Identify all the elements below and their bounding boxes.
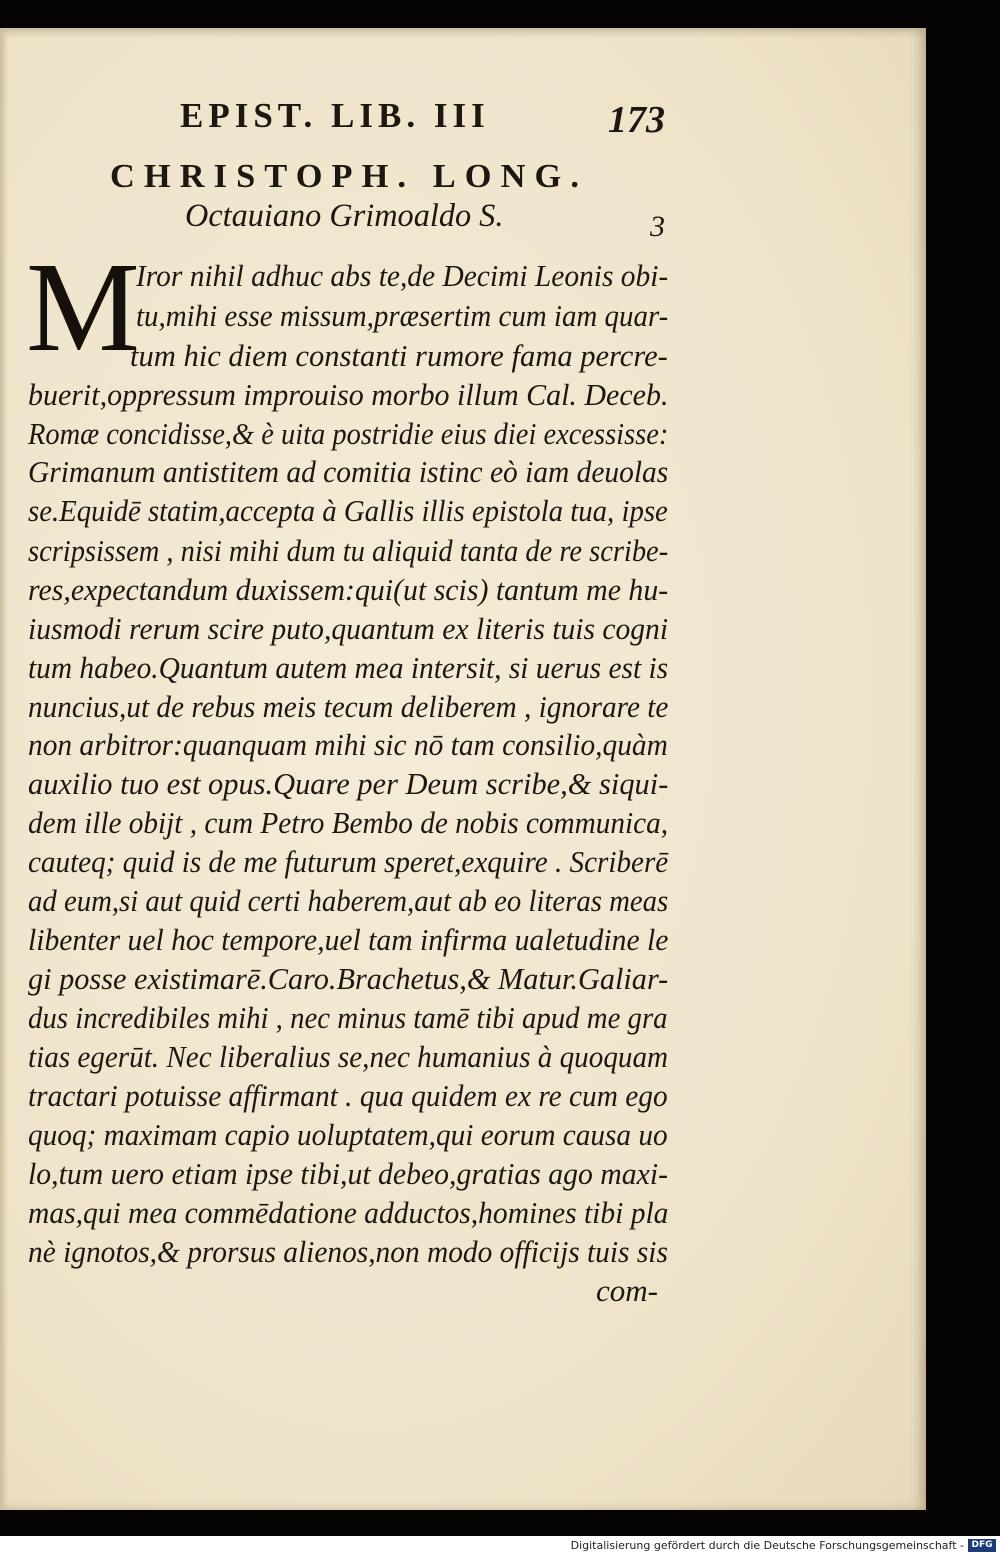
text-line: res,expectandum duxissem:qui(ut scis) tantum me hu- bbox=[28, 572, 669, 607]
text-line: buerit,oppressum improuiso morbo illum Cal. Deceb. bbox=[28, 377, 669, 412]
text-line: Romæ concidisse,& è uita postridie eius diei excessisse: bbox=[28, 416, 669, 451]
text-line: libenter uel hoc tempore,uel tam infirma ualetudine le bbox=[28, 922, 669, 957]
text-line: Iror nihil adhuc abs te,de Decimi Leonis obi- bbox=[136, 258, 669, 293]
text-line: mas,qui mea commēdatione adductos,homines tibi pla bbox=[28, 1195, 669, 1230]
text-line: non arbitror:quanquam mihi sic nō tam consilio,quàm bbox=[28, 727, 668, 762]
page-number: 173 bbox=[608, 99, 665, 141]
dfg-logo-icon: DFG bbox=[968, 1539, 996, 1552]
funding-credit: Digitalisierung gefördert durch die Deutsche Forschungsgemeinschaft - bbox=[570, 1539, 964, 1552]
running-head: EPIST. LIB. III bbox=[180, 96, 490, 135]
text-line: auxilio tuo est opus.Quare per Deum scribe,& siqui- bbox=[28, 766, 669, 801]
catchword: com- bbox=[596, 1273, 658, 1308]
text-line: Grimanum antistitem ad comitia istinc eò iam deuolas bbox=[28, 454, 669, 489]
drop-cap-initial: M bbox=[26, 236, 140, 378]
text-line: se.Equidē statim,accepta à Gallis illis epistola tua, ipse bbox=[28, 493, 668, 528]
signature-mark: 3 bbox=[650, 210, 665, 243]
text-line: cauteq; quid is de me futurum speret,exquire . Scriberē bbox=[28, 844, 669, 879]
text-line: tu,mihi esse missum,præsertim cum iam quar- bbox=[136, 298, 669, 333]
text-line: nè ignotos,& prorsus alienos,non modo officijs tuis sis bbox=[28, 1234, 668, 1269]
text-line: iusmodi rerum scire puto,quantum ex literis tuis cogni bbox=[28, 611, 669, 646]
text-line: tractari potuisse affirmant . qua quidem ex re cum ego bbox=[28, 1078, 668, 1113]
text-line: dus incredibiles mihi , nec minus tamē tibi apud me gra bbox=[28, 1000, 668, 1035]
page-gutter-shadow bbox=[0, 28, 8, 1510]
text-line: ad eum,si aut quid certi haberem,aut ab eo literas meas bbox=[28, 883, 669, 918]
text-line: lo,tum uero etiam ipse tibi,ut debeo,gratias ago maxi- bbox=[28, 1156, 668, 1191]
text-line: gi posse existimarē.Caro.Brachetus,& Matur.Galiar- bbox=[28, 961, 669, 996]
text-line: dem ille obijt , cum Petro Bembo de nobis communica, bbox=[28, 805, 669, 840]
text-line: tum hic diem constanti rumore fama percre- bbox=[130, 338, 668, 373]
text-line: scripsissem , nisi mihi dum tu aliquid tanta de re scribe- bbox=[28, 533, 669, 568]
footer-bar bbox=[0, 1536, 1000, 1556]
text-line: tias egerūt. Nec liberalius se,nec humanius à quoquam bbox=[28, 1039, 669, 1074]
letter-recipient: Octauiano Grimoaldo S. bbox=[185, 198, 504, 234]
letter-author: CHRISTOPH. LONG. bbox=[110, 158, 589, 195]
text-line: tum habeo.Quantum autem mea intersit, si uerus est is bbox=[28, 650, 669, 685]
text-line: nuncius,ut de rebus meis tecum deliberem , ignorare te bbox=[28, 689, 669, 724]
text-line: quoq; maximam capio uoluptatem,qui eorum causa uo bbox=[28, 1117, 668, 1152]
